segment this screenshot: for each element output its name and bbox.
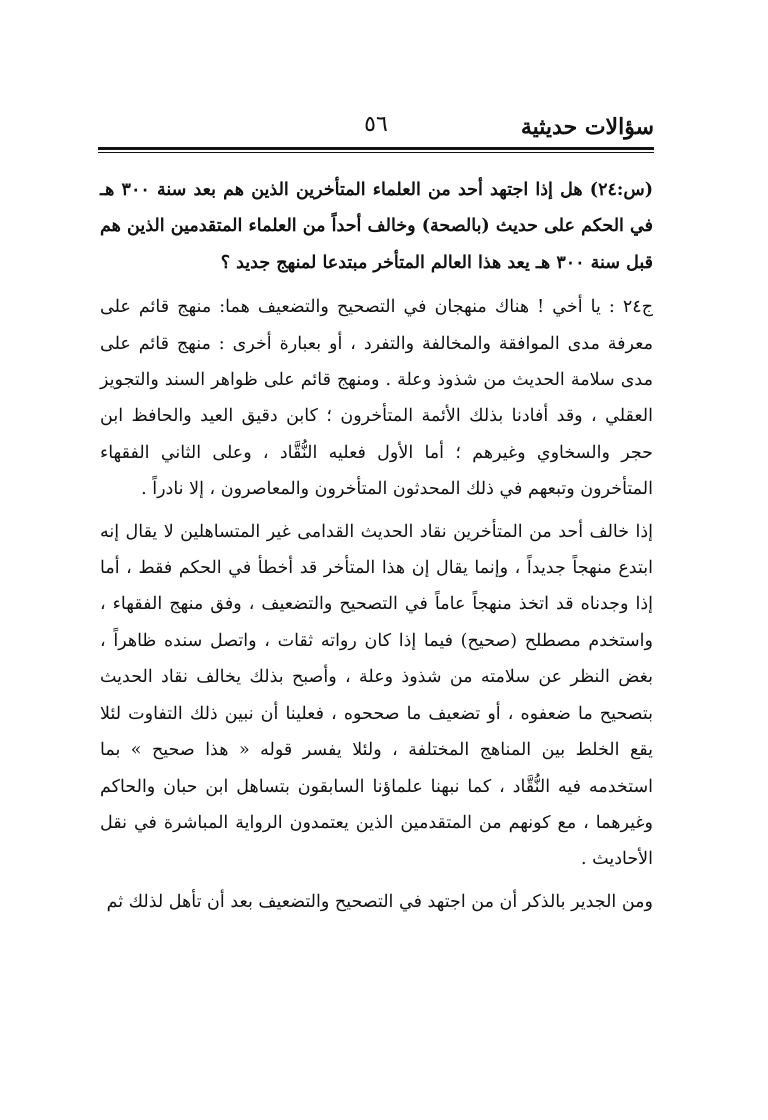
running-title: سؤالات حديثية — [520, 114, 654, 140]
header-rule-thin — [98, 152, 654, 153]
body-text — [100, 172, 653, 920]
page-header — [98, 112, 654, 146]
page-number: ٥٦ — [364, 112, 388, 137]
answer-paragraph: ج٢٤ : يا أخي ! هناك منهجان في التصحيح والتضعيف هما: منهج قائم على معرفة مدى الموافقة والمخالفة والتفرد ، أو بعبارة أخرى : منهج قائم على مدى سلامة الحديث من شذوذ وعلة . ومنهج قائم على ظواهر السند والتجويز العقلي ، وقد أفادنا بذلك الأئمة المتأخرون ؛ كابن دقيق العيد والحافظ ابن حجر والسخاوي وغيرهم ؛ أما الأول فعليه النُّقَّاد ، وعلى الثاني الفقهاء المتأخرون وتبعهم في ذلك المحدثون المتأخرون والمعاصرون ، إلا نادراً . — [100, 297, 653, 500]
header-rule-thick — [98, 147, 654, 150]
body-paragraph: إذا خالف أحد من المتأخرين نقاد الحديث القدامى غير المتساهلين لا يقال إنه ابتدع منهجاً جديداً ، وإنما يقال إن هذا المتأخر قد أخطأ في الحكم فقط ، أما إذا وجدناه قد اتخذ منهجاً عاماً في التصحيح والتضعيف ، وفق منهج الفقهاء ، واستخدم مصطلح (صحيح) فيما إذا كان رواته ثقات ، واتصل سنده ظاهراً ، بغض النظر عن سلامته من شذوذ وعلة ، وأصبح بذلك يخالف نقاد الحديث بتصحيح ما ضعفوه ، أو تضعيف ما صححوه ، فعلينا أن نبين ذلك التفاوت لئلا يقع الخلط بين المناهج المختلفة ، ولئلا يفسر قوله « هذا صحيح » بما استخدمه فيه النُّقَّاد ، كما نبهنا علماؤنا السابقون بتساهل ابن حبان والحاكم وغيرهما ، مع كونهم من المتقدمين الذين يعتمدون الرواية المباشرة في نقل الأحاديث . — [100, 521, 653, 870]
body-paragraph-continued: ومن الجدير بالذكر أن من اجتهد في التصحيح والتضعيف بعد أن تأهل لذلك ثم — [106, 891, 653, 912]
question-paragraph: (س:٢٤) هل إذا اجتهد أحد من العلماء المتأخرين الذين هم بعد سنة ٣٠٠ هـ في الحكم على حديث (بالصحة) وخالف أحداً من العلماء المتقدمين الذين هم قبل سنة ٣٠٠ هـ يعد هذا العالم المتأخر مبتدعا لمنهج جديد ؟ — [100, 180, 653, 273]
